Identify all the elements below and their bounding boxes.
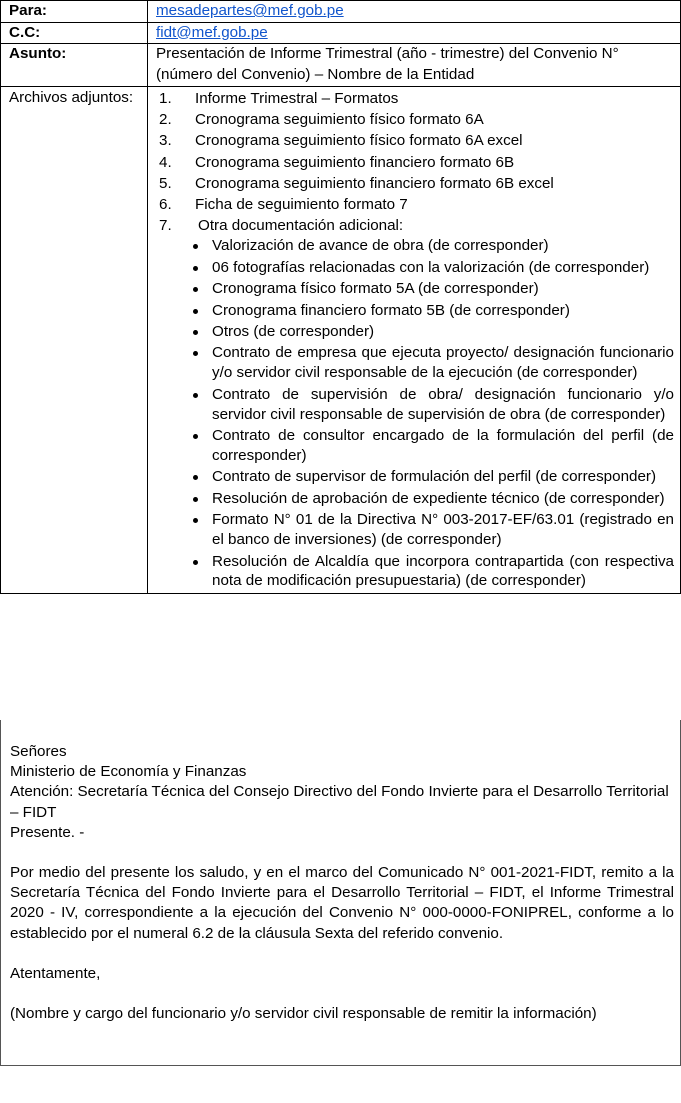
letter-recipient: Ministerio de Economía y Finanzas — [10, 763, 247, 781]
attachment-text: Cronograma seguimiento físico formato 6A excel — [195, 132, 523, 150]
additional-doc-text: Valorización de avance de obra (de corresponder) — [212, 237, 549, 255]
bullet-icon — [193, 287, 198, 292]
attachment-number: 3. — [159, 132, 172, 150]
bullet-icon — [193, 351, 198, 356]
archivos-label: Archivos adjuntos: — [1, 87, 148, 594]
para-row — [1, 1, 681, 23]
asunto-value: Presentación de Informe Trimestral (año - trimestre) del Convenio N° (número del Convenio) – Nombre de la Entidad — [148, 44, 681, 87]
additional-doc-text: Resolución de Alcaldía que incorpora contrapartida (con respectiva nota de modificación presupuestaria) (de corresponder) — [212, 552, 674, 590]
attachment-text: Cronograma seguimiento financiero formato 6B excel — [195, 174, 554, 192]
additional-doc-item — [189, 322, 674, 342]
bullet-icon — [193, 475, 198, 480]
additional-doc-item — [189, 258, 674, 278]
attachment-item — [156, 130, 674, 151]
letter-closing: Atentamente, — [10, 964, 101, 982]
cc-email-link[interactable]: fidt@mef.gob.pe — [156, 23, 268, 41]
additional-doc-item — [189, 385, 674, 425]
attachment-text: Cronograma seguimiento financiero formato 6B — [195, 153, 515, 171]
letter-attention: Atención: Secretaría Técnica del Consejo Directivo del Fondo Invierte para el Desarrollo Territorial – FIDT — [10, 783, 669, 821]
attachment-number: 4. — [159, 153, 172, 171]
additional-doc-text: Formato N° 01 de la Directiva N° 003-2017-EF/63.01 (registrado en el banco de inversiones) (de corresponder) — [212, 511, 674, 549]
additional-doc-item — [189, 301, 674, 321]
attachment-number: 2. — [159, 111, 172, 129]
additional-doc-item — [189, 467, 674, 487]
attachments-list — [156, 88, 674, 236]
additional-doc-item — [189, 489, 674, 509]
bullet-icon — [193, 266, 198, 271]
bullet-icon — [193, 309, 198, 314]
asunto-label: Asunto: — [1, 44, 148, 87]
letter-presente: Presente. - — [10, 823, 85, 841]
letter-salutation: Señores — [10, 743, 67, 760]
additional-doc-text: Otros (de corresponder) — [212, 323, 375, 341]
para-label: Para: — [1, 1, 148, 23]
para-email-link[interactable]: mesadepartes@mef.gob.pe — [156, 2, 344, 19]
attachment-item — [156, 173, 674, 194]
attachment-item — [156, 215, 674, 236]
attachment-item — [156, 194, 674, 215]
bullet-icon — [193, 330, 198, 335]
additional-doc-text: Cronograma financiero formato 5B (de corresponder) — [212, 301, 570, 319]
attachment-text: Otra documentación adicional: — [198, 217, 404, 235]
attachment-number: 7. — [159, 217, 172, 235]
additional-doc-text: Contrato de supervisor de formulación del perfil (de corresponder) — [212, 468, 657, 486]
letter-signature: (Nombre y cargo del funcionario y/o servidor civil responsable de remitir la información) — [10, 1005, 597, 1023]
asunto-row — [1, 44, 681, 87]
attachment-text: Cronograma seguimiento físico formato 6A — [195, 111, 484, 129]
bullet-icon — [193, 518, 198, 523]
additional-doc-item — [189, 343, 674, 383]
additional-doc-item — [189, 236, 674, 256]
additional-doc-item — [189, 510, 674, 550]
cc-cell — [148, 22, 681, 44]
additional-doc-text: Contrato de consultor encargado de la formulación del perfil (de corresponder) — [212, 427, 674, 464]
bullet-icon — [193, 497, 198, 502]
additional-doc-item — [189, 426, 674, 466]
bullet-icon — [193, 434, 198, 439]
attachment-item — [156, 109, 674, 130]
cc-row — [1, 22, 681, 44]
additional-doc-text: Cronograma físico formato 5A (de corresponder) — [212, 280, 539, 298]
attachment-item — [156, 88, 674, 109]
additional-doc-text: 06 fotografías relacionadas con la valorización (de corresponder) — [212, 258, 650, 276]
attachment-item — [156, 152, 674, 173]
bullet-icon — [193, 560, 198, 565]
attachment-number: 5. — [159, 174, 172, 192]
additional-doc-item — [189, 279, 674, 299]
attachment-text: Ficha de seguimiento formato 7 — [195, 196, 408, 214]
para-cell — [148, 1, 681, 23]
additional-doc-text: Contrato de empresa que ejecuta proyecto/ designación funcionario y/o servidor civil responsable de la ejecución (de corresponder) — [212, 344, 674, 382]
archivos-cell — [148, 87, 681, 594]
bullet-icon — [193, 244, 198, 249]
letter-body — [0, 720, 681, 1066]
attachment-text: Informe Trimestral – Formatos — [195, 90, 399, 107]
letter-paragraph: Por medio del presente los saludo, y en el marco del Comunicado N° 001-2021-FIDT, remito a la Secretaría Técnica del Fondo Invierte para el Desarrollo Territorial – FIDT, el Informe Trimestral 2020 - IV, correspondiente a la ejecución del Convenio N° 000-0000-FONIPREL, conforme a lo establecido por el numeral 6.2 de la cláusula Sexta del referido convenio. — [10, 864, 674, 942]
additional-docs-list — [156, 236, 674, 591]
additional-doc-text: Contrato de supervisión de obra/ designación funcionario y/o servidor civil responsable de supervisión de obra (de corresponder) — [212, 385, 674, 423]
additional-doc-text: Resolución de aprobación de expediente técnico (de corresponder) — [212, 489, 665, 507]
additional-doc-item — [189, 552, 674, 592]
archivos-row — [1, 87, 681, 594]
attachment-number: 6. — [159, 196, 172, 214]
bullet-icon — [193, 393, 198, 398]
cc-label: C.C: — [1, 22, 148, 44]
attachment-number: 1. — [159, 90, 172, 107]
